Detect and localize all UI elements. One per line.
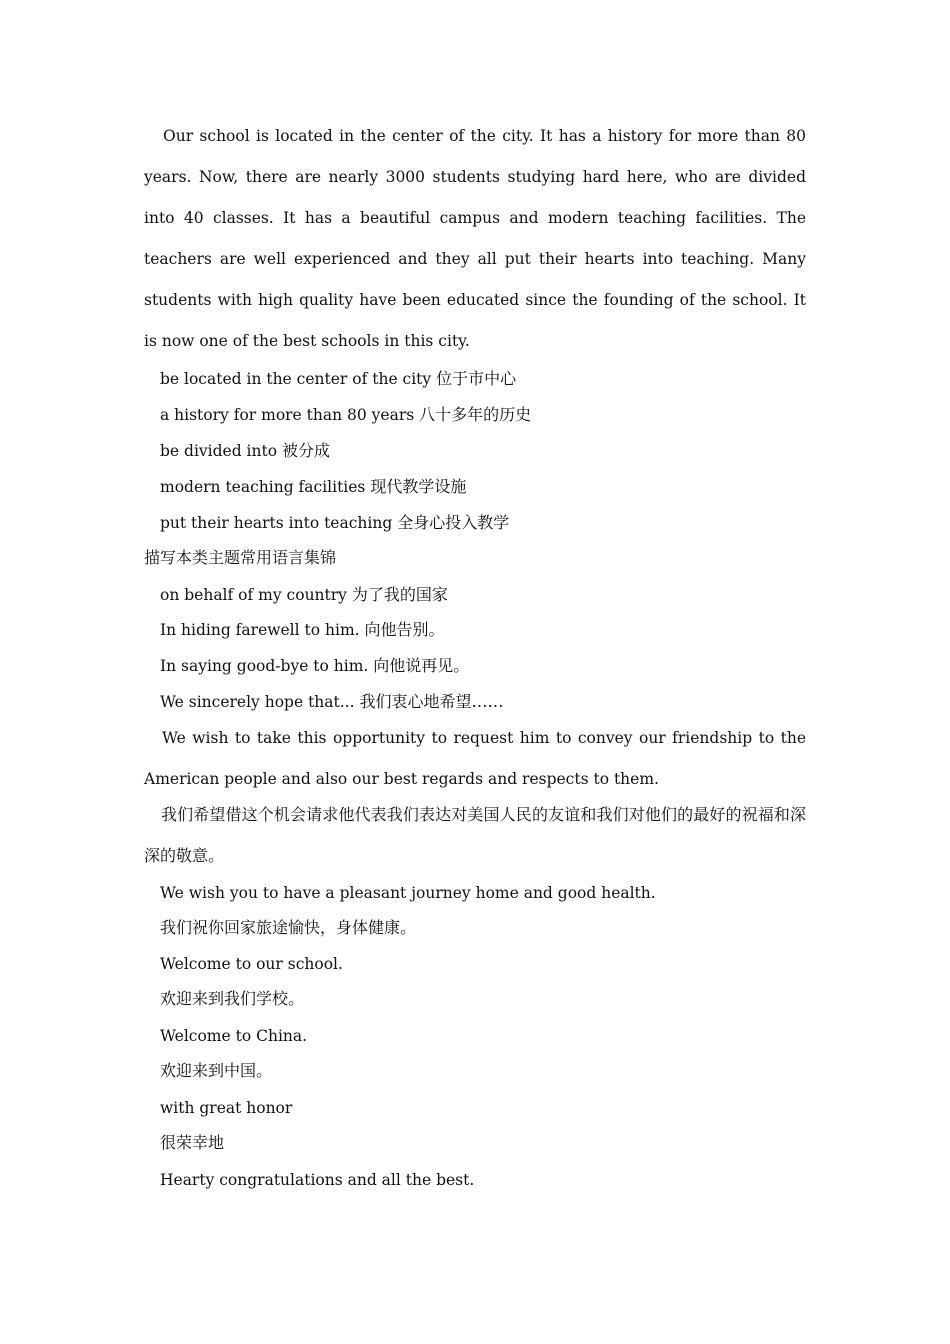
expression-zh: 为了我的国家 — [351, 585, 448, 604]
phrase-en: be divided into — [160, 442, 278, 460]
pair-en-line: We wish you to have a pleasant journey home and good health. — [160, 884, 656, 902]
expression-zh: 向他说再见。 — [373, 656, 470, 675]
expression-en: on behalf of my country — [160, 586, 347, 604]
phrase-zh: 八十多年的历史 — [419, 405, 532, 424]
pair-en-line: Welcome to our school. — [160, 955, 343, 973]
expression-en: In hiding farewell to him. — [160, 621, 360, 639]
expression-line — [160, 692, 504, 712]
expression-en: In saying good-bye to him. — [160, 657, 369, 675]
phrase-zh: 被分成 — [282, 441, 331, 460]
phrase-en: be located in the center of the city — [160, 370, 432, 388]
phrase-en: modern teaching facilities — [160, 478, 366, 496]
closing-line: Hearty congratulations and all the best. — [160, 1171, 475, 1189]
expression-zh: 我们衷心地希望…… — [359, 692, 504, 711]
phrase-line — [160, 477, 466, 497]
phrase-zh: 现代教学设施 — [370, 477, 467, 496]
expression-zh: 向他告别。 — [364, 620, 445, 639]
phrase-line — [160, 513, 509, 533]
pair-zh-line: 我们祝你回家旅途愉快，身体健康。 — [160, 918, 417, 937]
phrase-en: a history for more than 80 years — [160, 406, 415, 424]
pair-zh-line: 欢迎来到中国。 — [160, 1061, 273, 1080]
phrase-zh: 位于市中心 — [436, 369, 517, 388]
phrase-line — [160, 405, 531, 425]
expression-line — [160, 585, 448, 605]
passage-paragraph: Our school is located in the center of the city. It has a history for more than 80 years. Now, there are nearly 3000 students studying hard here, who are divided into 40 classes. It has a beautiful campus and modern teaching facilities. The teachers are well experienced and they all put their hearts into teaching. Many students with high quality have been educated since the founding of the school. It is now one of the best schools in this city. — [144, 127, 806, 350]
pair-en-line: Welcome to China. — [160, 1027, 308, 1045]
pair-en-line: with great honor — [160, 1099, 293, 1117]
phrase-line — [160, 369, 516, 389]
expression-line — [160, 620, 445, 640]
opportunity-en-paragraph: We wish to take this opportunity to request him to convey our friendship to the American people and also our best regards and respects to them. — [144, 729, 806, 788]
section-heading: 描写本类主题常用语言集锦 — [144, 548, 337, 567]
phrase-en: put their hearts into teaching — [160, 514, 393, 532]
opportunity-zh-paragraph: 我们希望借这个机会请求他代表我们表达对美国人民的友谊和我们对他们的最好的祝福和深深的敬意。 — [144, 805, 806, 865]
expression-en: We sincerely hope that... — [160, 693, 355, 711]
pair-zh-line: 很荣幸地 — [160, 1133, 225, 1152]
phrase-zh: 全身心投入教学 — [397, 513, 510, 532]
pair-zh-line: 欢迎来到我们学校。 — [160, 989, 305, 1008]
phrase-line — [160, 441, 330, 461]
expression-line — [160, 656, 469, 676]
